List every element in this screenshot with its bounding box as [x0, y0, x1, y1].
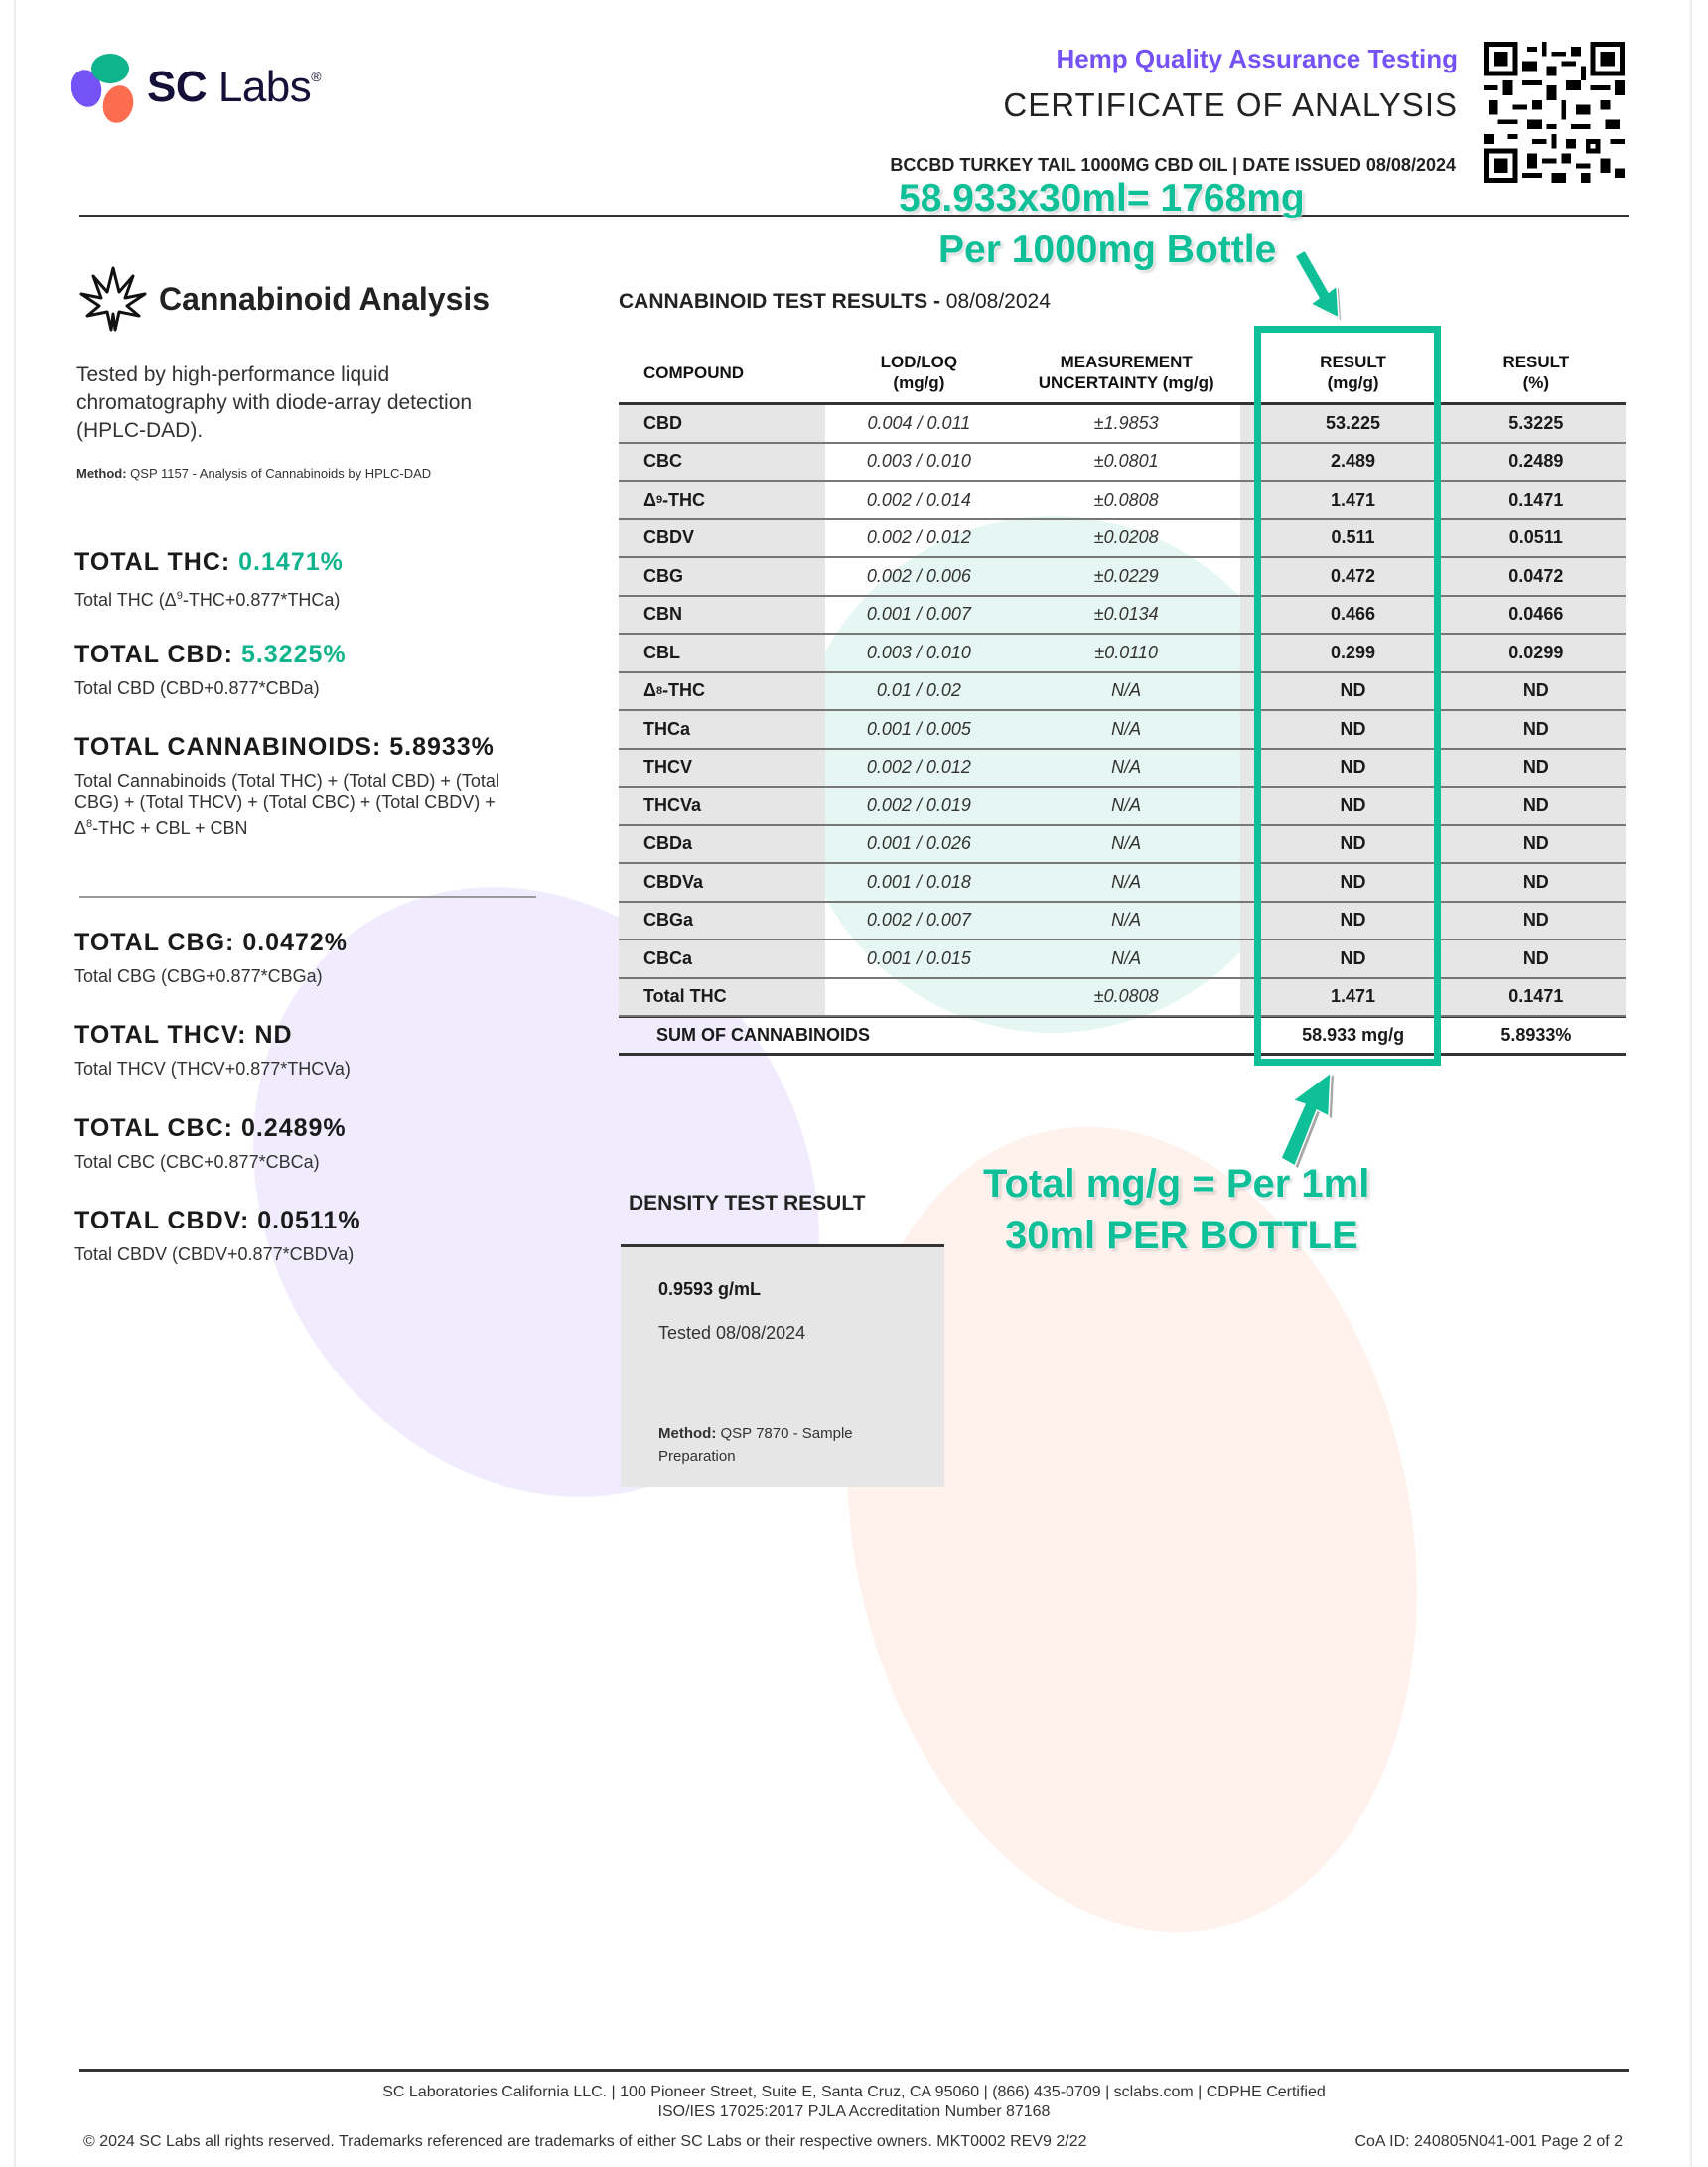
sum-pct: 5.8933%: [1500, 1024, 1572, 1045]
compound-name: THCV: [619, 750, 825, 787]
uncertainty-value: N/A: [1111, 718, 1142, 739]
annotation-per-bottle: Per 1000mg Bottle: [938, 228, 1277, 271]
result-mg-value: 0.466: [1259, 597, 1446, 634]
compound-name: THCa: [619, 711, 825, 748]
footer-accreditation: ISO/IES 17025:2017 PJLA Accreditation Number 87168: [657, 2103, 1051, 2120]
lod-loq-value: 0.001 / 0.005: [866, 718, 971, 739]
header-product-meta: BCCBD TURKEY TAIL 1000MG CBD OIL | DATE ISSUED 08/08/2024: [890, 155, 1456, 175]
uncertainty-value: ±0.0229: [1093, 565, 1159, 586]
compound-name: CBL: [619, 635, 825, 671]
lod-loq-value: 0.003 / 0.010: [866, 451, 971, 472]
table-row: [619, 864, 1626, 903]
result-mg-value: ND: [1259, 940, 1446, 977]
total-cbc: TOTAL CBC: 0.2489% Total CBC (CBC+0.877*CBCa): [74, 1114, 347, 1172]
compound-name: CBCa: [619, 940, 825, 977]
lod-loq-value: 0.001 / 0.015: [866, 947, 971, 968]
table-row: [619, 711, 1626, 750]
lod-loq-value: 0.001 / 0.018: [866, 871, 971, 892]
result-pct-value: ND: [1447, 864, 1626, 901]
table-row: [619, 520, 1626, 559]
analysis-description: Tested by high-performance liquid chromatography with diode-array detection (HPLC-DAD).: [76, 363, 473, 442]
product-name: BCCBD TURKEY TAIL 1000MG CBD OIL: [890, 155, 1228, 175]
result-pct-value: ND: [1447, 826, 1626, 863]
qr-code-icon[interactable]: [1484, 42, 1625, 183]
sum-label: SUM OF CANNABINOIDS: [656, 1024, 870, 1045]
uncertainty-value: N/A: [1111, 871, 1142, 892]
density-method: Method: QSP 7870 - Sample Preparation: [658, 1425, 853, 1465]
lod-loq-value: 0.001 / 0.026: [866, 833, 971, 854]
col-compound: COMPOUND: [643, 362, 745, 382]
result-pct-value: 0.0511: [1447, 520, 1626, 557]
uncertainty-value: N/A: [1111, 910, 1142, 931]
result-pct-value: ND: [1447, 673, 1626, 710]
col-result-pct: RESULT (%): [1502, 353, 1570, 392]
result-mg-value: ND: [1259, 750, 1446, 787]
uncertainty-value: ±0.0208: [1093, 527, 1159, 548]
total-cannabinoids: TOTAL CANNABINOIDS: 5.8933% Total Cannabinoids (Total THC) + (Total CBD) + (Total CBG) + (Total THCV) + (Total CBC) + (Total CBDV) + $\Delta^8$-THC + CBL + CBN: [74, 733, 499, 838]
footer-coa-id: CoA ID: 240805N041-001 Page 2 of 2: [1354, 2133, 1623, 2150]
table-row: [619, 750, 1626, 789]
result-mg-value: 1.471: [1259, 979, 1446, 1016]
result-pct-value: ND: [1447, 940, 1626, 977]
header-titles: [1003, 44, 1458, 124]
cannabis-leaf-icon: [79, 266, 147, 332]
date-issued: DATE ISSUED 08/08/2024: [1242, 155, 1456, 175]
uncertainty-value: N/A: [1111, 795, 1142, 815]
table-row: [619, 482, 1626, 520]
col-lod-loq: LOD/LOQ (mg/g): [880, 353, 958, 392]
footer-address: SC Laboratories California LLC. | 100 Pioneer Street, Suite E, Santa Cruz, CA 95060 | (866) 435-0709 | sclabs.com | CDPHE Certified: [382, 2084, 1326, 2100]
result-mg-value: ND: [1259, 788, 1446, 824]
result-mg-value: 0.472: [1259, 558, 1446, 595]
background-blob-peach: [776, 1074, 1489, 1986]
arrow-down-icon: [1291, 248, 1351, 323]
uncertainty-value: ±0.0110: [1094, 642, 1158, 662]
uncertainty-value: N/A: [1111, 680, 1142, 701]
table-header-row: [619, 343, 1626, 405]
arrow-up-icon: [1273, 1071, 1343, 1170]
table-row: [619, 788, 1626, 826]
footer-copyright: © 2024 SC Labs all rights reserved. Trademarks referenced are trademarks of either SC Labs or their respective owners. MKT0002 REV9 2/22: [83, 2133, 1087, 2150]
logo-mark-icon: [70, 52, 139, 123]
density-value: 0.9593 g/mL: [658, 1279, 762, 1299]
compound-name: Δ 8 -THC: [619, 673, 825, 710]
uncertainty-value: ±0.0801: [1093, 451, 1159, 472]
total-cbdv: TOTAL CBDV: 0.0511% Total CBDV (CBDV+0.877*CBDVa): [74, 1207, 361, 1264]
page-edge-left: [14, 0, 16, 2167]
result-pct-value: 0.0472: [1447, 558, 1626, 595]
table-row: [619, 673, 1626, 712]
result-pct-value: ND: [1447, 903, 1626, 939]
result-pct-value: 0.0299: [1447, 635, 1626, 671]
result-mg-value: ND: [1259, 903, 1446, 939]
result-pct-value: 5.3225: [1447, 405, 1626, 442]
uncertainty-value: N/A: [1111, 833, 1142, 854]
compound-name: Δ 9 -THC: [619, 482, 825, 518]
compound-name: CBG: [619, 558, 825, 595]
table-row: [619, 597, 1626, 636]
lod-loq-value: 0.002 / 0.007: [866, 910, 971, 931]
uncertainty-value: ±0.0808: [1093, 986, 1159, 1007]
uncertainty-value: ±1.9853: [1093, 412, 1159, 433]
footer-divider: [79, 2069, 1629, 2072]
header-title: CERTIFICATE OF ANALYSIS: [1003, 86, 1458, 123]
cannabinoid-analysis-heading: [79, 266, 490, 332]
uncertainty-value: ±0.0134: [1093, 604, 1159, 625]
density-title: DENSITY TEST RESULT: [629, 1192, 866, 1215]
result-pct-value: ND: [1447, 788, 1626, 824]
uncertainty-value: ±0.0808: [1093, 489, 1159, 509]
result-mg-value: 2.489: [1259, 444, 1446, 481]
density-tested-date: Tested 08/08/2024: [658, 1323, 806, 1343]
uncertainty-value: N/A: [1111, 947, 1142, 968]
page-edge-right: [1690, 0, 1692, 2167]
table-row: [619, 903, 1626, 941]
total-cbd: TOTAL CBD: 5.3225% Total CBD (CBD+0.877*CBDa): [74, 641, 347, 698]
lod-loq-value: 0.01 / 0.02: [876, 680, 961, 701]
sum-row: [619, 1017, 1626, 1056]
header-divider: [79, 215, 1629, 217]
compound-name: CBDV: [619, 520, 825, 557]
result-pct-value: 0.0466: [1447, 597, 1626, 634]
table-row: [619, 826, 1626, 865]
sc-labs-logo: [70, 52, 321, 123]
compound-name: CBD: [619, 405, 825, 442]
col-uncertainty: MEASUREMENT UNCERTAINTY (mg/g): [1038, 353, 1214, 392]
lod-loq-value: 0.002 / 0.019: [866, 795, 971, 815]
annotation-calculation: 58.933x30ml= 1768mg: [899, 177, 1305, 219]
compound-name: CBC: [619, 444, 825, 481]
col-result-mg: RESULT (mg/g): [1320, 353, 1386, 392]
result-pct-value: 0.1471: [1447, 979, 1626, 1016]
result-pct-value: 0.1471: [1447, 482, 1626, 518]
lod-loq-value: 0.001 / 0.007: [866, 604, 971, 625]
analysis-method: Method: QSP 1157 - Analysis of Cannabinoids by HPLC-DAD: [76, 466, 432, 481]
result-mg-value: 53.225: [1259, 405, 1446, 442]
result-mg-value: ND: [1259, 826, 1446, 863]
lod-loq-value: 0.003 / 0.010: [866, 642, 971, 662]
sum-mg: 58.933 mg/g: [1302, 1024, 1405, 1045]
cannabinoid-results-table: [619, 343, 1626, 1056]
lod-loq-value: [825, 979, 1012, 1016]
result-mg-highlight-box: [1254, 326, 1441, 1066]
results-table-title: CANNABINOID TEST RESULTS - 08/08/2024: [619, 290, 1051, 313]
table-row: [619, 940, 1626, 979]
result-pct-value: ND: [1447, 711, 1626, 748]
total-thc: TOTAL THC: 0.1471% Total THC $(\Delta^9-THC+0.877*THCa)$: [74, 548, 344, 610]
result-mg-value: 0.511: [1259, 520, 1446, 557]
result-pct-value: 0.2489: [1447, 444, 1626, 481]
lod-loq-value: 0.002 / 0.014: [866, 489, 971, 509]
table-row: [619, 558, 1626, 597]
total-cbg: TOTAL CBG: 0.0472% Total CBG (CBG+0.877*CBGa): [74, 929, 349, 986]
result-mg-value: ND: [1259, 711, 1446, 748]
annotation-total-per-ml: Total mg/g = Per 1ml: [983, 1162, 1370, 1206]
table-row: [619, 405, 1626, 444]
compound-name: THCVa: [619, 788, 825, 824]
lod-loq-value: 0.002 / 0.006: [866, 565, 971, 586]
lod-loq-value: 0.002 / 0.012: [866, 757, 971, 778]
compound-name: CBDVa: [619, 864, 825, 901]
lod-loq-value: 0.002 / 0.012: [866, 527, 971, 548]
table-row: [619, 979, 1626, 1018]
total-thcv: TOTAL THCV: ND Total THCV (THCV+0.877*THCVa): [74, 1021, 351, 1079]
section-title: Cannabinoid Analysis: [159, 280, 491, 317]
uncertainty-value: N/A: [1111, 757, 1142, 778]
result-mg-value: ND: [1259, 864, 1446, 901]
compound-name: CBN: [619, 597, 825, 634]
compound-name: Total THC: [619, 979, 825, 1016]
compound-name: CBDa: [619, 826, 825, 863]
result-pct-value: ND: [1447, 750, 1626, 787]
table-row: [619, 444, 1626, 483]
result-mg-value: 1.471: [1259, 482, 1446, 518]
logo-wordmark: SC Labs®: [147, 63, 322, 111]
annotation-30ml-bottle: 30ml PER BOTTLE: [1005, 1214, 1358, 1257]
table-row: [619, 635, 1626, 673]
header-subtitle: Hemp Quality Assurance Testing: [1056, 44, 1458, 73]
density-result-box: [621, 1244, 944, 1487]
result-mg-value: ND: [1259, 673, 1446, 710]
table-body: [619, 405, 1626, 1017]
compound-name: CBGa: [619, 903, 825, 939]
lod-loq-value: 0.004 / 0.011: [867, 412, 971, 433]
left-divider: [79, 896, 536, 898]
result-mg-value: 0.299: [1259, 635, 1446, 671]
